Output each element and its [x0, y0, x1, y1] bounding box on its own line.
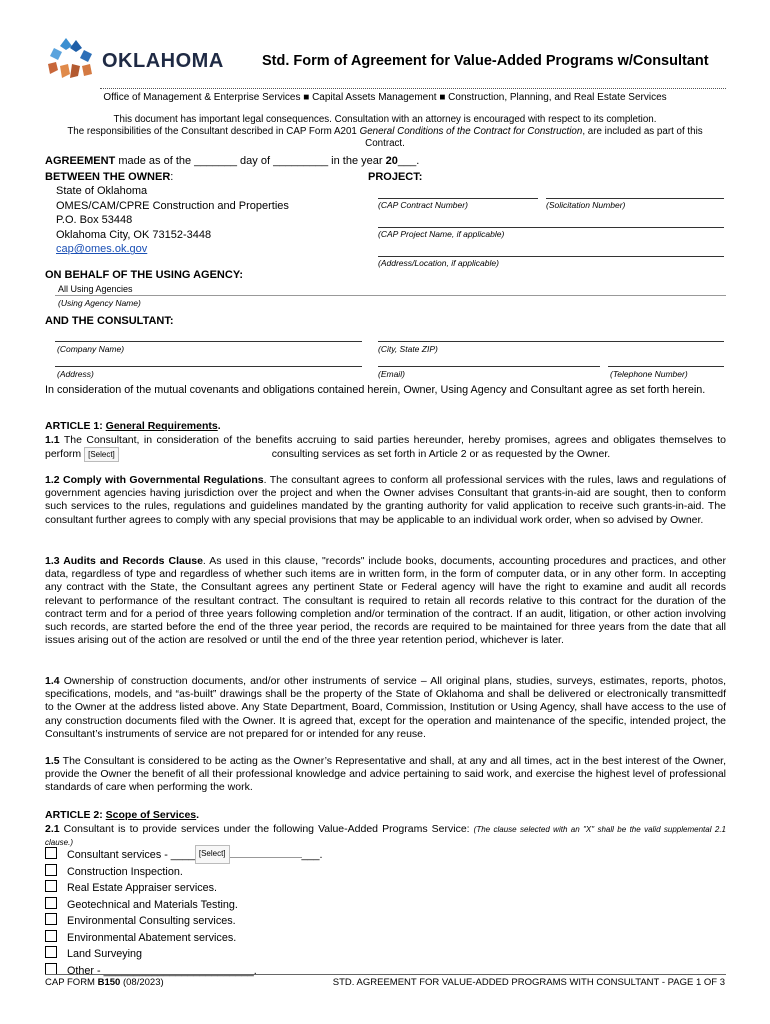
service-checkbox[interactable]: [45, 913, 57, 925]
email-field[interactable]: [378, 366, 600, 367]
section-1-5: 1.5 The Consultant is considered to be acting as the Owner’s Representative and shall, at any and all times, act in the best interest of the Owner, provide the Owner the benefit of all their professional knowledge and advice pertaining to said work, and exercise the highest level of professional standards of care when performing the work.: [45, 755, 726, 794]
city-state-label: (City, State ZIP): [378, 344, 438, 354]
service-checkbox[interactable]: [45, 864, 57, 876]
service-item: Other - _________________________.: [45, 963, 323, 980]
services-type-select[interactable]: [Select]: [84, 447, 119, 462]
project-heading: PROJECT:: [368, 171, 423, 183]
logo-text: OKLAHOMA: [102, 50, 224, 72]
service-item: Construction Inspection.: [45, 864, 323, 881]
service-item: Consultant services - ____ [Select] ___.: [45, 845, 323, 864]
document-title: Std. Form of Agreement for Value-Added Programs w/Consultant: [262, 53, 709, 69]
owner-block: [45, 170, 289, 257]
service-item: Environmental Consulting services.: [45, 913, 323, 930]
consideration-paragraph: In consideration of the mutual covenants and obligations contained herein, Owner, Using Agency and Consultant agree as set forth herein.: [45, 384, 706, 396]
project-address-label: (Address/Location, if applicable): [378, 258, 499, 268]
service-checkbox[interactable]: [45, 963, 57, 975]
service-checkbox[interactable]: [45, 946, 57, 958]
owner-line: P.O. Box 53448: [56, 214, 133, 227]
footer-form-number: CAP FORM B150 (08/2023): [45, 977, 164, 988]
legal-notice: [48, 114, 722, 150]
company-name-field[interactable]: [55, 341, 362, 342]
solicitation-field[interactable]: [546, 198, 724, 199]
article-1-heading: ARTICLE 1: General Requirements.: [45, 420, 221, 432]
footer-page-label: STD. AGREEMENT FOR VALUE-ADDED PROGRAMS WITH CONSULTANT - PAGE 1 OF 3: [332, 977, 725, 988]
cap-contract-field[interactable]: [378, 198, 538, 199]
notice-line-2: The responsibilities of the Consultant described in CAP Form A201 General Conditions of the Contract for Construction, are included as part of this Contract.: [67, 126, 703, 149]
address-field[interactable]: [55, 366, 362, 367]
consultant-heading: AND THE CONSULTANT:: [45, 315, 174, 327]
agency-name-label: (Using Agency Name): [58, 298, 141, 308]
section-2-1: 2.1 Consultant is to provide services under the following Value-Added Programs Service: (The clause selected with an "X" shall be the valid supplemental 2.1 clause.): [45, 823, 726, 847]
article-2-heading: ARTICLE 2: Scope of Services.: [45, 809, 200, 821]
agency-field-line: [55, 295, 726, 296]
owner-line: State of Oklahoma: [56, 185, 148, 197]
owner-line: OMES/CAM/CPRE Construction and Properties: [56, 199, 289, 212]
consultant-services-select[interactable]: [Select]: [195, 845, 230, 864]
agreement-line: AGREEMENT made as of the _______ day of _________ in the year 20___.: [45, 155, 420, 167]
address-label: (Address): [57, 369, 94, 379]
owner-line: Oklahoma City, OK 73152-3448: [56, 228, 212, 241]
services-checklist: [45, 845, 323, 979]
footer-divider: [45, 974, 726, 975]
agency-heading: ON BEHALF OF THE USING AGENCY:: [45, 269, 243, 281]
project-address-field[interactable]: [378, 256, 724, 257]
service-checkbox[interactable]: [45, 897, 57, 909]
project-name-field[interactable]: [378, 227, 724, 228]
notice-line-1: This document has important legal consequences. Consultation with an attorney is encouraged with respect to its completion.: [113, 114, 657, 125]
oklahoma-logo: [44, 36, 224, 84]
city-state-field[interactable]: [378, 341, 724, 342]
service-checkbox[interactable]: [45, 930, 57, 942]
project-name-label: (CAP Project Name, if applicable): [378, 229, 505, 239]
section-1-2: 1.2 Comply with Governmental Regulations. The consultant agrees to conform all professional services with the rules, laws and regulations of government agencies having jurisdiction over the project and when the Owner advises Consultant that grants-in-aid are sought, then to conform such services to the rules, regulations and guidelines mandated by the granting authority for valid application to receive such grants-in-aid. The consultant further agrees to comply with any special provisions that may be applicable to an individual work order, when so advised by Owner.: [45, 474, 726, 526]
service-item: Geotechnical and Materials Testing.: [45, 897, 323, 914]
solicitation-label: (Solicitation Number): [546, 200, 626, 210]
service-item: Environmental Abatement services.: [45, 930, 323, 947]
service-checkbox[interactable]: [45, 880, 57, 892]
title-divider: [100, 88, 726, 89]
telephone-field[interactable]: [608, 366, 724, 367]
agency-name-value[interactable]: All Using Agencies: [58, 284, 133, 294]
email-label: (Email): [378, 369, 405, 379]
service-item: Real Estate Appraiser services.: [45, 880, 323, 897]
office-line: Office of Management & Enterprise Services ■ Capital Assets Management ■ Construction, Planning, and Real Estate Services: [103, 92, 667, 103]
service-item: Land Surveying: [45, 946, 323, 963]
owner-heading: BETWEEN THE OWNER:: [45, 171, 174, 183]
section-1-4: 1.4 Ownership of construction documents, and/or other instruments of service – All original plans, studies, surveys, estimates, reports, photos, specifications, models, and “as-built” drawings shall be the property of the State of Oklahoma and shall be delivered or electronically transmittedf to the Owner at the address listed above. Any State Department, Board, Commission, Institution or Using Agency, shall have access to the use of any construction documents filed with the Owner. It is agreed that, except for the operation and maintenance of the specific, intended project, the Consultant’s instruments of service are not prepared for or intended for any reuse.: [45, 675, 726, 740]
company-name-label: (Company Name): [57, 344, 125, 354]
owner-email-link[interactable]: cap@omes.ok.gov: [56, 243, 148, 256]
telephone-label: (Telephone Number): [610, 369, 688, 379]
logo-mark-icon: [44, 36, 100, 84]
cap-contract-label: (CAP Contract Number): [378, 200, 468, 210]
service-checkbox[interactable]: [45, 847, 57, 859]
section-1-1: 1.1 The Consultant, in consideration of the benefits accruing to said parties hereunder, hereby promises, agrees and obligates themselves to perform [Select] consulting services as set forth in Article 2 or as requested by the Owner.: [45, 434, 726, 462]
section-1-3: 1.3 Audits and Records Clause. As used in this clause, "records" include books, documents, accounting procedures and practices, and other data, regardless of type and regardless of whether such items are in written form, in the form of computer data, or in any other form. In accepting any contract with the State, the Consultant agrees any pertinent State or Federal agency will have the right to examine and audit all records relevant to performance of the resultant contract. The consultant is required to retain all records relative to this contract for the duration of the contract term and for a period of three years following completion and/or termination of the contract. If an audit, litigation, or other action involving such records, are started before the end of the three year period, the records are required to be maintained for three years from the date that all issues arising out of the action are resolved or until the end of the three year retention period, whichever is later.: [45, 555, 726, 647]
